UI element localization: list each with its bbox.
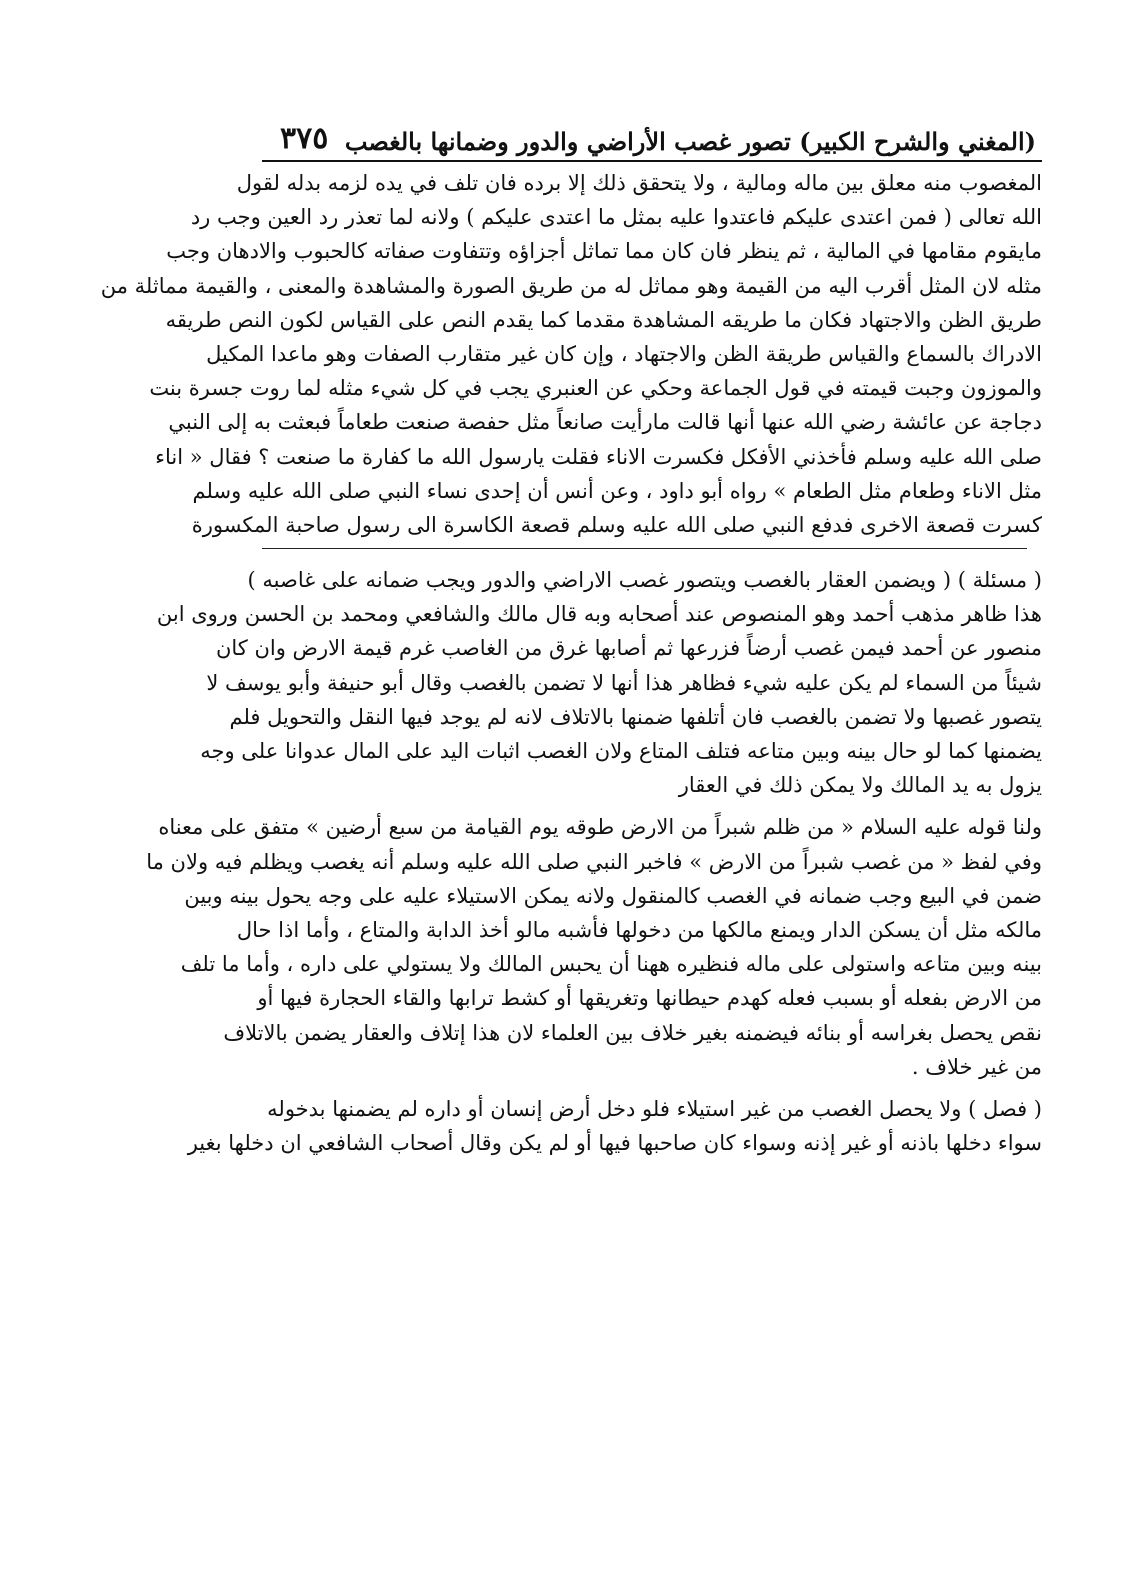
matn-line: مالكه مثل أن يسكن الدار ويمنع مالكها من دخولها فأشبه مالو أخذ الدابة والمتاع ، وأما اذا حال bbox=[236, 917, 1042, 942]
book-page bbox=[100, 112, 1042, 1160]
matn-line: من الارض بفعله أو بسبب فعله كهدم حيطانها وتغريقها أو كشط ترابها والقاء الحجارة فيها أو bbox=[257, 986, 1042, 1011]
commentary-line: مثل الاناء وطعام مثل الطعام » رواه أبو داود ، وعن أنس أن إحدى نساء النبي صلى الله عليه وسلم bbox=[192, 478, 1042, 503]
matn-block bbox=[146, 563, 1042, 1160]
matn-line: شيئاً من السماء لم يكن عليه شيء فظاهر هذا أنها لا تضمن بالغصب وقال أبو حنيفة وأبو يوسف لا bbox=[206, 670, 1042, 695]
argument-paragraph bbox=[146, 810, 1042, 1084]
matn-line: ( فصل ) ولا يحصل الغصب من غير استيلاء فلو دخل أرض إنسان أو داره لم يضمنها بدخوله bbox=[267, 1096, 1042, 1121]
matn-line: نقص يحصل بغراسه أو بنائه فيضمنه بغير خلاف بين العلماء لان هذا إتلاف والعقار يضمن بالاتلاف bbox=[223, 1020, 1042, 1045]
matn-line: وفي لفظ « من غصب شبراً من الارض » فاخبر النبي صلى الله عليه وسلم أنه يغصب ويظلم فيه ولان ما bbox=[146, 849, 1042, 874]
commentary-line: دجاجة عن عائشة رضي الله عنها أنها قالت مارأيت صانعاً مثل حفصة صنعت طعاماً فبعثت به إلى النبي bbox=[168, 410, 1042, 435]
commentary-line: المغصوب منه معلق بين ماله ومالية ، ولا يتحقق ذلك إلا برده فان تلف في يده لزمه بدله لقول bbox=[236, 171, 1042, 195]
page-number: ٣٧٥ bbox=[280, 121, 329, 156]
commentary-line: مايقوم مقامها في المالية ، ثم ينظر فان كان مما تماثل أجزاؤه وتتفاوت صفاته كالحبوب والادهان وجب bbox=[166, 239, 1042, 264]
matn-line: منصور عن أحمد فيمن غصب أرضاً فزرعها ثم أصابها غرق من الغاصب غرم قيمة الارض وان كان bbox=[215, 636, 1042, 661]
matn-line: من غير خلاف . bbox=[911, 1054, 1042, 1079]
paragraph-gap bbox=[262, 802, 1042, 810]
matn-line: بينه وبين متاعه واستولى على ماله فنظيره ههنا أن يحبس المالك ولا يستولي على داره ، وأما ما تلف bbox=[180, 952, 1042, 977]
page-header bbox=[262, 112, 1042, 162]
running-title: (المغني والشرح الكبير) تصور غصب الأراضي والدور وضمانها بالغصب bbox=[344, 127, 1036, 156]
commentary-line: كسرت قصعة الاخرى فدفع النبي صلى الله عليه وسلم قصعة الكاسرة الى رسول صاحبة المكسورة bbox=[191, 512, 1042, 537]
commentary-block bbox=[100, 166, 1042, 542]
commentary-line: الله تعالى ( فمن اعتدى عليكم فاعتدوا عليه بمثل ما اعتدى عليكم ) ولانه لما تعذر رد العين وجب رد bbox=[190, 205, 1042, 230]
matn-line: يتصور غصبها ولا تضمن بالغصب فان أتلفها ضمنها بالاتلاف لانه لم يوجد فيها النقل والتحويل فلم bbox=[229, 704, 1042, 729]
section-divider bbox=[262, 548, 1027, 549]
matn-line: هذا ظاهر مذهب أحمد وهو المنصوص عند أصحابه وبه قال مالك والشافعي ومحمد بن الحسن وروى ابن bbox=[156, 602, 1042, 627]
matn-line: ولنا قوله عليه السلام « من ظلم شبراً من الارض طوقه يوم القيامة من سبع أرضين » متفق على معناه bbox=[158, 815, 1042, 840]
matn-line: ( مسئلة ) ( ويضمن العقار بالغصب ويتصور غصب الاراضي والدور ويجب ضمانه على غاصبه ) bbox=[247, 568, 1042, 593]
commentary-line: مثله لان المثل أقرب اليه من القيمة وهو مماثل له من طريق الصورة والمشاهدة والمعنى ، والقيمة مماثلة من bbox=[100, 273, 1042, 298]
commentary-line: والموزون وجبت قيمته في قول الجماعة وحكي عن العنبري يجب في كل شيء مثله لما روت جسرة بنت bbox=[149, 376, 1042, 401]
matn-line: يزول به يد المالك ولا يمكن ذلك في العقار bbox=[678, 773, 1042, 798]
matn-line: سواء دخلها باذنه أو غير إذنه وسواء كان صاحبها فيها أو لم يكن وقال أصحاب الشافعي ان دخلها بغير bbox=[187, 1131, 1042, 1156]
paragraph-gap bbox=[262, 1084, 1042, 1092]
commentary-line: صلى الله عليه وسلم فأخذني الأفكل فكسرت الاناء فقلت يارسول الله ما كفارة ما صنعت ؟ فقال « اناء bbox=[155, 444, 1042, 469]
commentary-line: الادراك بالسماع والقياس طريقة الظن والاجتهاد ، وإن كان غير متقارب الصفات وهو ماعدا المكيل bbox=[206, 341, 1042, 366]
fasl-paragraph bbox=[187, 1092, 1042, 1160]
masala-paragraph bbox=[156, 563, 1042, 802]
commentary-line: طريق الظن والاجتهاد فكان ما طريقه المشاهدة مقدما كما يقدم النص على القياس لكون النص طريقه bbox=[165, 307, 1042, 332]
matn-line: يضمنها كما لو حال بينه وبين متاعه فتلف المتاع ولان الغصب اثبات اليد على المال عدوانا على وجه bbox=[200, 739, 1042, 763]
matn-line: ضمن في البيع وجب ضمانه في الغصب كالمنقول ولانه يمكن الاستيلاء عليه على وجه يحول بينه وبين bbox=[184, 883, 1042, 908]
